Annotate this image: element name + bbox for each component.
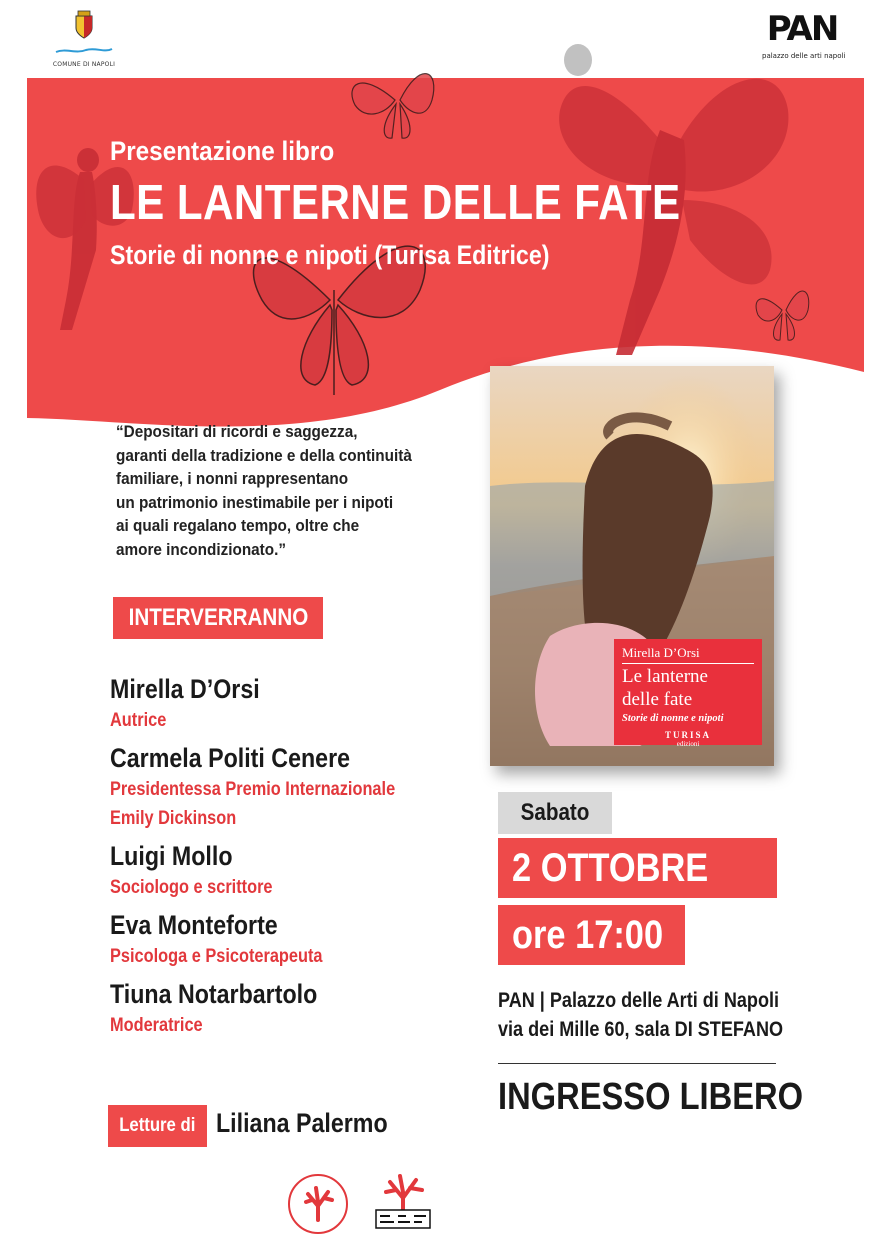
comune-di-napoli-logo (52, 10, 116, 68)
quote-line: garanti della tradizione e della continuità (116, 445, 412, 465)
cover-publisher: TURISA (664, 730, 711, 740)
speaker-item (110, 672, 470, 735)
made-in-culture-logo-icon (370, 1172, 436, 1234)
quote-block (116, 420, 412, 561)
admission-label: INGRESSO LIBERO (498, 1076, 804, 1118)
speaker-item (110, 741, 470, 833)
book-cover-image (490, 366, 774, 766)
venue-line: PAN | Palazzo delle Arti di Napoli (498, 989, 780, 1012)
speaker-role: Emily Dickinson (110, 808, 237, 829)
speaker-name: Eva Monteforte (110, 910, 278, 940)
cover-title-line1: Le lanterne (622, 666, 708, 687)
coral-logo-circle-icon (286, 1172, 350, 1236)
reader-name: Liliana Palermo (216, 1108, 388, 1138)
venue-line: via dei Mille 60, sala DI STEFANO (498, 1018, 784, 1041)
speakers-list (110, 672, 470, 1046)
book-title-heading: LE LANTERNE DELLE FATE (110, 176, 681, 230)
event-date: 2 OTTOBRE (498, 838, 777, 898)
comune-caption: COMUNE DI NAPOLI (52, 61, 116, 68)
quote-line: ai quali regalano tempo, oltre che (116, 516, 360, 535)
cover-title-line2: delle fate (622, 689, 693, 710)
city-crest-icon (73, 10, 95, 40)
speaker-item (110, 977, 470, 1040)
speaker-name: Carmela Politi Cenere (110, 743, 351, 773)
cover-author: Mirella D’Orsi (622, 645, 754, 664)
speaker-item (110, 839, 470, 902)
speakers-section-label: INTERVERRANNO (113, 597, 323, 639)
speaker-role: Sociologo e scrittore (110, 877, 273, 898)
quote-line: “Depositari di ricordi e saggezza, (116, 422, 358, 441)
quote-line: amore incondizionato.” (116, 539, 287, 559)
reader-label: Letture di (108, 1105, 207, 1147)
pan-logo (762, 9, 846, 66)
speaker-role: Psicologa e Psicoterapeuta (110, 946, 323, 967)
book-subtitle: Storie di nonne e nipoti (Turisa Editrice) (110, 240, 550, 270)
cover-subtitle: Storie di nonne e nipoti (622, 713, 724, 724)
speaker-item (110, 908, 470, 971)
pan-logo-mark: PAN (766, 9, 838, 49)
pan-logo-caption: palazzo delle arti napoli (762, 52, 846, 60)
quote-line: familiare, i nonni rappresentano (116, 469, 349, 488)
speaker-name: Tiuna Notarbartolo (110, 979, 318, 1009)
cover-title-box (614, 639, 762, 748)
event-time: ore 17:00 (498, 905, 685, 965)
speaker-role: Moderatrice (110, 1015, 203, 1036)
speaker-role: Autrice (110, 710, 167, 731)
event-venue (498, 986, 788, 1044)
speaker-name: Luigi Mollo (110, 841, 233, 871)
quote-line: un patrimonio inestimabile per i nipoti (116, 492, 394, 512)
cover-imprint: edizioni (676, 740, 700, 748)
divider (498, 1063, 776, 1064)
wave-icon (54, 47, 114, 55)
speaker-name: Mirella D’Orsi (110, 674, 260, 704)
event-kicker: Presentazione libro (110, 136, 335, 166)
speaker-role: Presidentessa Premio Internazionale (110, 779, 396, 800)
event-day: Sabato (498, 792, 612, 834)
